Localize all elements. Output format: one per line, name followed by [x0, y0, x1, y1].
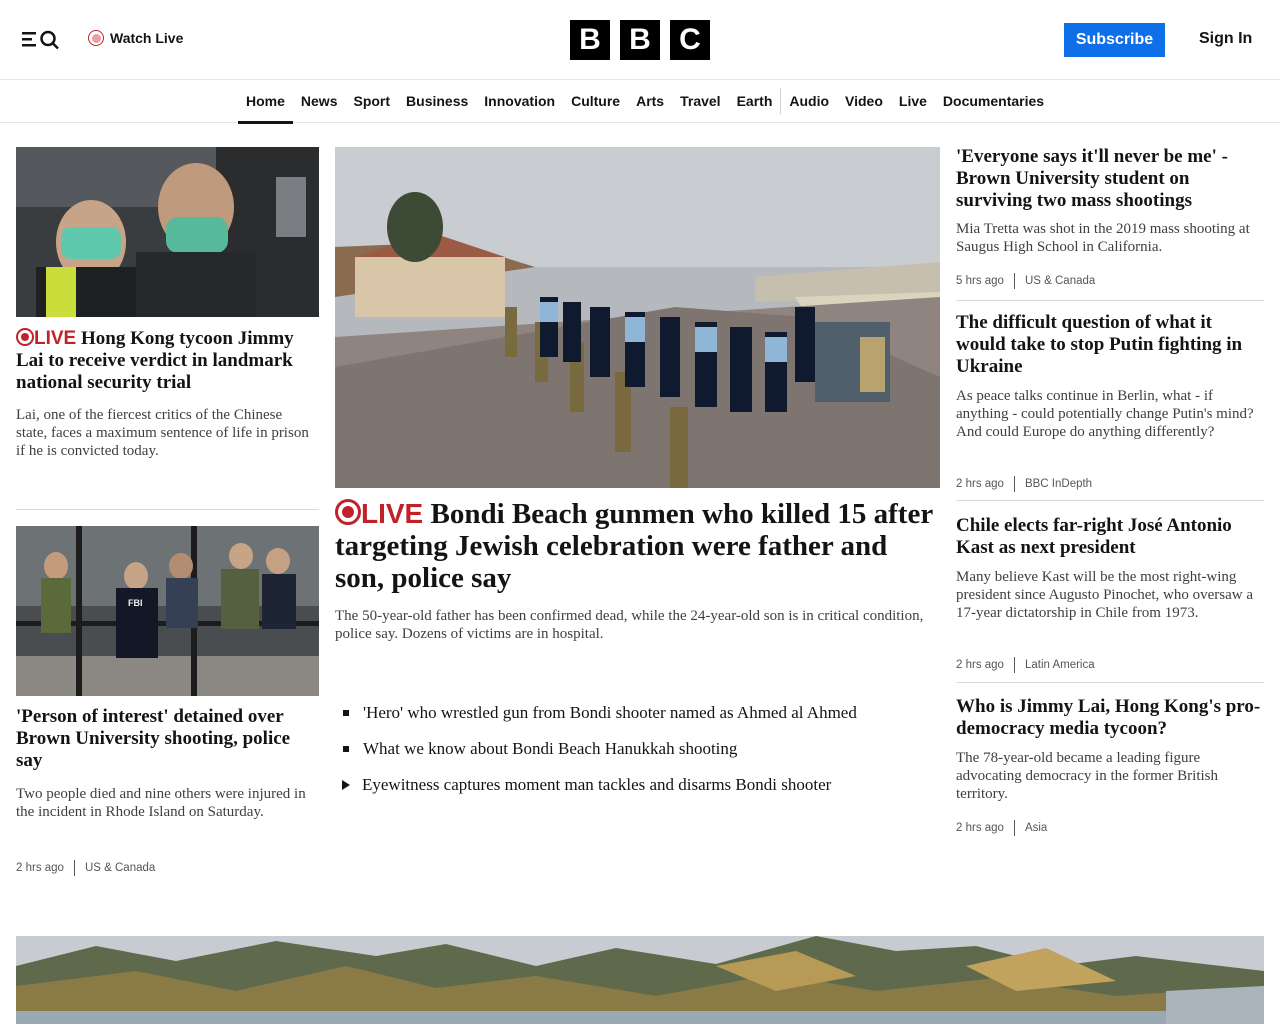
story-time: 2 hrs ago	[956, 478, 1004, 490]
story-headline[interactable]	[16, 328, 316, 394]
related-link-text: 'Hero' who wrestled gun from Bondi shooter named as Ahmed al Ahmed	[363, 703, 857, 722]
story-section-link[interactable]: BBC InDepth	[1024, 478, 1093, 490]
main-nav	[0, 80, 1280, 123]
story-summary: As peace talks continue in Berlin, what - if anything - could potentially change Putin's mind? And could Europe do anything differently?	[956, 388, 1254, 440]
search-icon	[42, 32, 59, 49]
story-divider	[956, 500, 1264, 501]
bullet-icon	[343, 710, 349, 716]
story-section-link[interactable]: US & Canada	[84, 862, 156, 874]
logo-letter: B	[570, 20, 610, 60]
nav-item-arts[interactable]: Arts	[636, 93, 665, 109]
story-divider	[16, 509, 319, 510]
related-links	[340, 702, 940, 796]
nav-item-video[interactable]: Video	[845, 93, 883, 109]
live-dot-icon	[88, 30, 104, 46]
story-meta	[956, 820, 1047, 836]
nav-item-culture[interactable]: Culture	[571, 93, 621, 109]
jimmy-lai-image[interactable]	[16, 147, 319, 317]
nav-list	[238, 80, 1052, 123]
story-summary: Lai, one of the fiercest critics of the Chinese state, faces a maximum sentence of life in prison if he is convicted today.	[16, 407, 309, 459]
lead-story-headline[interactable]	[335, 498, 940, 594]
sign-in-link[interactable]: Sign In	[1199, 30, 1253, 47]
story-divider	[956, 300, 1264, 301]
story-section-link[interactable]: Asia	[1024, 822, 1048, 834]
meta-divider	[1014, 657, 1015, 673]
menu-search-button[interactable]	[20, 26, 62, 52]
nav-item-travel[interactable]: Travel	[680, 93, 721, 109]
nav-item-audio[interactable]: Audio	[789, 93, 830, 109]
story-time: 2 hrs ago	[956, 659, 1004, 671]
story-headline[interactable]: Who is Jimmy Lai, Hong Kong's pro-democracy media tycoon?	[956, 696, 1261, 739]
watch-live-link[interactable]	[88, 30, 183, 46]
bbc-logo[interactable]	[570, 20, 710, 60]
story-summary: Many believe Kast will be the most right-wing president since Augusto Pinochet, who oversaw a 17-year dictatorship in Chile from 1973.	[956, 569, 1254, 621]
story-headline[interactable]: 'Everyone says it'll never be me' - Brown University student on surviving two mass shootings	[956, 146, 1228, 211]
story-headline[interactable]: 'Person of interest' detained over Brown University shooting, police say	[16, 706, 291, 771]
story-section-link[interactable]: Latin America	[1024, 659, 1095, 671]
headline-text: Hong Kong tycoon Jimmy Lai to receive verdict in landmark national security trial	[16, 328, 294, 393]
nav-item-documentaries[interactable]: Documentaries	[942, 93, 1045, 109]
related-link-text: What we know about Bondi Beach Hanukkah shooting	[363, 739, 738, 758]
related-link[interactable]	[340, 702, 940, 724]
headline-text: Bondi Beach gunmen who killed 15 after targeting Jewish celebration were father and son, police say	[335, 498, 933, 594]
story-headline[interactable]: Chile elects far-right José Antonio Kast as next president	[956, 515, 1232, 558]
meta-divider	[1014, 820, 1015, 836]
play-icon	[342, 780, 350, 790]
live-badge	[335, 498, 430, 530]
story-summary: The 78-year-old became a leading figure advocating democracy in the former British territory.	[956, 750, 1218, 802]
story-summary: Two people died and nine others were injured in the incident in Rhode Island on Saturday.	[16, 786, 306, 820]
story-time: 2 hrs ago	[956, 822, 1004, 834]
related-link-text: Eyewitness captures moment man tackles and disarms Bondi shooter	[362, 775, 832, 794]
live-label: LIVE	[361, 498, 424, 529]
story-section-link[interactable]: US & Canada	[1024, 275, 1096, 287]
nav-item-news[interactable]: News	[300, 93, 338, 109]
subscribe-button[interactable]: Subscribe	[1064, 23, 1165, 57]
story-time: 5 hrs ago	[956, 275, 1004, 287]
menu-icon	[20, 26, 62, 52]
meta-divider	[1014, 273, 1015, 289]
live-badge	[16, 328, 81, 349]
nav-item-home[interactable]: Home	[238, 80, 293, 123]
bullet-icon	[343, 746, 349, 752]
meta-divider	[74, 860, 75, 876]
related-link[interactable]	[340, 738, 940, 760]
story-meta	[956, 273, 1095, 289]
logo-letter: B	[620, 20, 660, 60]
meta-divider	[1014, 476, 1015, 492]
hong-kong-landscape-image[interactable]	[16, 936, 1264, 1024]
story-divider	[956, 682, 1264, 683]
story-meta	[16, 860, 155, 876]
nav-item-earth[interactable]: Earth	[736, 93, 773, 109]
story-summary: Mia Tretta was shot in the 2019 mass shooting at Saugus High School in California.	[956, 221, 1250, 255]
story-headline[interactable]: The difficult question of what it would take to stop Putin fighting in Ukraine	[956, 312, 1243, 377]
watch-live-label: Watch Live	[110, 30, 184, 46]
svg-text:FBI: FBI	[128, 598, 143, 608]
story-meta	[956, 657, 1095, 673]
live-label: LIVE	[34, 328, 77, 349]
story-meta	[956, 476, 1092, 492]
brown-university-image[interactable]	[16, 526, 319, 696]
story-time: 2 hrs ago	[16, 862, 64, 874]
live-dot-icon	[335, 499, 361, 525]
logo-letter: C	[670, 20, 710, 60]
nav-item-sport[interactable]: Sport	[353, 93, 391, 109]
nav-item-business[interactable]: Business	[406, 93, 469, 109]
lead-story-summary: The 50-year-old father has been confirmed dead, while the 24-year-old son is in critical condition, police say. Dozens of victims are in hospital.	[335, 608, 924, 642]
nav-item-innovation[interactable]: Innovation	[484, 93, 556, 109]
nav-item-live[interactable]: Live	[898, 93, 927, 109]
related-link[interactable]	[340, 774, 940, 796]
live-dot-icon	[16, 328, 34, 346]
bondi-beach-image[interactable]	[335, 147, 940, 488]
site-header	[0, 0, 1280, 80]
